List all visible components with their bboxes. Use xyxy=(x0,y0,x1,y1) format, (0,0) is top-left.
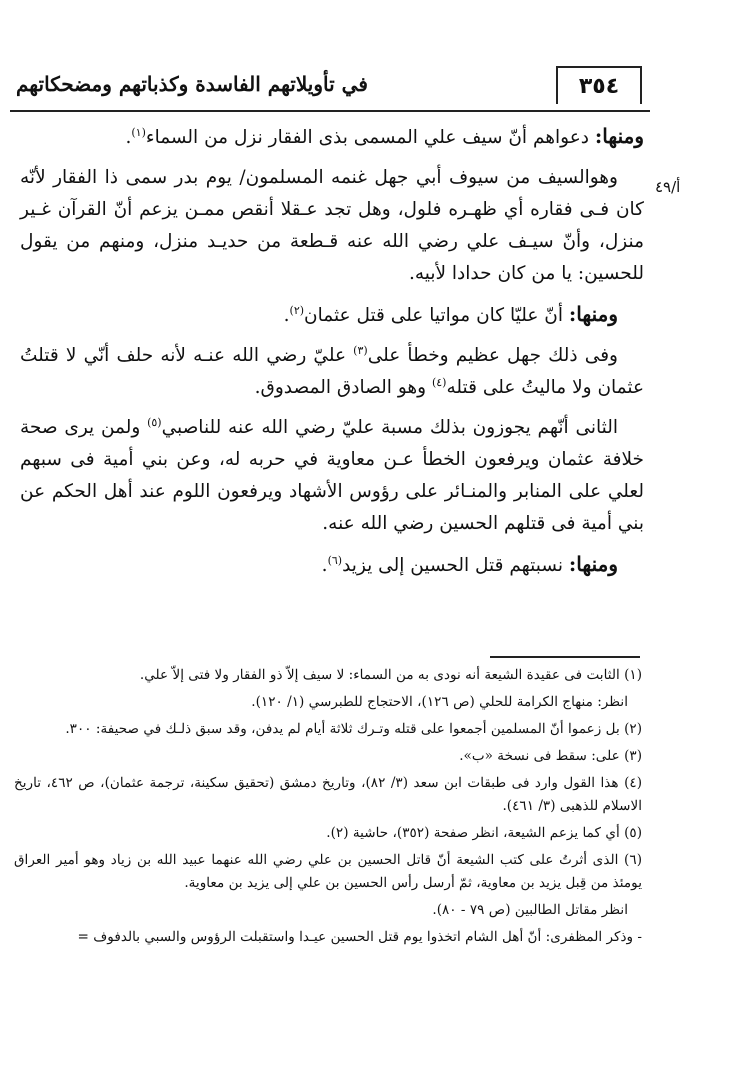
footnote-ref: (٢) xyxy=(289,303,305,317)
paragraph-3: ومنها: أنّ عليّا كان مواتيا على قتل عثمان$^{(٢)}$. xyxy=(283,302,618,326)
paragraph-4 xyxy=(20,340,644,404)
footnote-6-source: انظر مقاتل الطالبين (ص ٧٩ - ٨٠). xyxy=(432,902,628,918)
footnote-ref: (٤) xyxy=(431,375,447,389)
paragraph-text: الثانى أنّهم يجوزون بذلك مسبة عليّ رضي الله عنه للناصبي xyxy=(161,417,619,438)
paragraph-keyword: ومنها: xyxy=(594,124,644,148)
footnote-ref: (٥) xyxy=(147,415,162,429)
paragraph-keyword: ومنها: xyxy=(568,552,618,576)
footnotes xyxy=(14,664,642,953)
running-title: في تأويلاتهم الفاسدة وكذباتهم ومضحكاتهم xyxy=(16,72,368,96)
footnote-ref: (٣) xyxy=(353,343,368,357)
footnote-ref: (١) xyxy=(131,125,146,139)
paragraph-6: ومنها: نسبتهم قتل الحسين إلى يزيد$^{(٦)}$. xyxy=(321,552,618,576)
paragraph-text: وهوالسيف من سيوف أبي جهل غنمه المسلمون/ يوم بدر سمى ذا الفقار لأنّه كان فـى فقاره أي ظهـره فلول، وهل تجد عـقلا أنقص ممـن يزعم أنّ القرآن غـير منزل، وأنّ سيـف علي رضي الله عنه قـطعة من حديـد منزل، ومنهم من يقول للحسين: يا من كان حدادا لأبيه. xyxy=(20,167,644,284)
footnote-2: (٢) بل زعموا أنّ المسلمين أجمعوا على قتله وتـرك ثلاثة أيام لم يدفن، وقد سبق ذلـك في صحيفة: ٣٠٠. xyxy=(65,721,642,737)
main-text xyxy=(20,120,644,590)
paragraph-1: ومنها: دعواهم أنّ سيف علي المسمى بذى الفقار نزل من السماء$^{(١)}$. xyxy=(125,124,644,148)
paragraph-text: ولمن يرى صحة خلافة عثمان ويرفعون الخطأ عـن معاوية في حربه له، وعن بني أمية فى سبهم لعلي على المنابر والمنـائر على رؤوس الأشهاد ويرفعون اللوم عند أهل الحكم عن بني أمية فى قتلهم الحسين رضي الله عنه. xyxy=(20,417,644,534)
paragraph-text: نسبتهم قتل الحسين إلى يزيد xyxy=(342,555,563,576)
footnote-1-source: انظر: منهاج الكرامة للحلي (ص ١٢٦)، الاحتجاج للطبرسي (١/ ١٢٠). xyxy=(251,694,628,710)
footnote-ref: (٦) xyxy=(327,553,343,567)
paragraph-text: وهو الصادق المصدوق. xyxy=(254,377,427,398)
margin-folio-note: أ/٤٩ xyxy=(655,178,681,196)
footnote-6: (٦) الذى أثرتُ على كتب الشيعة أنّ قاتل الحسين بن علي رضي الله عنهما عبيد الله بن زياد وهو أمير العراق يومئذ من قِبل يزيد بن معاوية، ثمّ أرسل رأس الحسين بن علي إلى يزيد بن معاوية. xyxy=(14,852,642,891)
footnote-6-continued: - وذكر المظفرى: أنّ أهل الشام اتخذوا يوم قتل الحسين عيـدا واستقبلت الرؤوس والسبي بالدفوف = xyxy=(77,929,642,945)
paragraph-text: عليّ رضي الله عنـه لأنه حلف أنّي لا قتلتُ عثمان ولا ماليتُ على قتله xyxy=(20,345,644,398)
footnote-3: (٣) على: سقط فى نسخة «ب». xyxy=(459,748,642,764)
paragraph-text: دعواهم أنّ سيف علي المسمى بذى الفقار نزل من السماء xyxy=(145,127,589,148)
paragraph-text: وفى ذلك جهل عظيم وخطأ على xyxy=(367,345,618,366)
footnote-4: (٤) هذا القول وارد فى طبقات ابن سعد (٣/ ٨٢)، وتاريخ دمشق (تحقيق سكينة، ترجمة عثمان)، ص ٤٦٢، تاريخ الاسلام للذهبى (٣/ ٤٦١). xyxy=(14,775,642,814)
footnote-5: (٥) أي كما يزعم الشيعة، انظر صفحة (٣٥٢)، حاشية (٢). xyxy=(326,825,642,841)
paragraph-keyword: ومنها: xyxy=(568,302,618,326)
footnote-1: (١) الثابت فى عقيدة الشيعة أنه نودى به من السماء: لا سيف إلاّ ذو الفقار ولا فتى إلاّ علي. xyxy=(139,667,642,683)
paragraph-text: أنّ عليّا كان مواتيا على قتل عثمان xyxy=(304,305,563,326)
footnote-divider xyxy=(490,656,640,658)
page-number: ٣٥٤ xyxy=(556,66,642,104)
paragraph-5 xyxy=(20,412,644,540)
page-header xyxy=(10,62,650,112)
paragraph-2 xyxy=(20,162,644,290)
